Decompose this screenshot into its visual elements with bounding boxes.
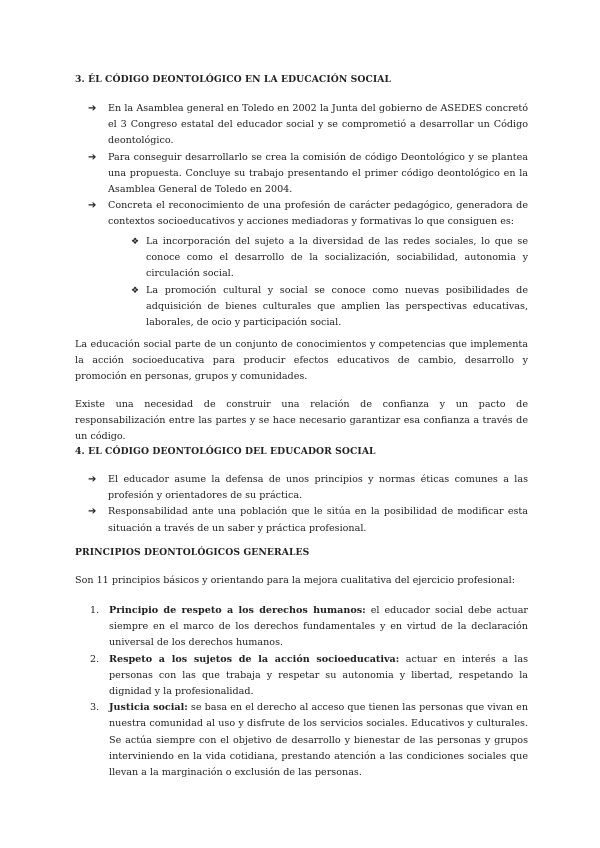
right-arrow-icon: ➔ [88, 200, 97, 212]
right-arrow-icon: ➔ [88, 151, 97, 163]
principles-numbered-list [90, 603, 528, 781]
paragraph: La educación social parte de un conjunto de conocimientos y competencias que implementa la acción socioeducativa para producir efectos educativos de cambio, desarrollo y promoción en personas, grupos y comunidades. [75, 339, 528, 383]
list-item: 2. Respeto a los sujetos de la acción socioeducativa: actuar en interés a las personas con las que trabaja y respetar su autonomia y libertad, respetando la dignidad y la profesionalidad. [90, 653, 529, 698]
list-item: ❖ La promoción cultural y social se conoce como nuevas posibilidades de adquisición de bienes culturales que amplien las perspectivas educativas, laborales, de ocio y participación social. [131, 284, 528, 329]
list-item: ➔ Responsabilidad ante una población que le sitúa en la posibilidad de modificar esta situación a través de un saber y práctica profesional. [88, 506, 528, 534]
list-item: ➔ Para conseguir desarrollarlo se crea la comisión de código Deontológico y se plantea una propuesta. Concluye su trabajo presentando el primer código deontológico en la Asamblea General de Toledo en 2004. [88, 151, 528, 196]
list-item: ❖ La incorporación del sujeto a la diversidad de las redes sociales, lo que se conoce como el desarrollo de la socialización, sociabilidad, autonomia y circulación social. [131, 236, 528, 280]
principles-intro: Son 11 principios básicos y orientando para la mejora cualitativa del ejercicio profesional: [75, 575, 515, 586]
list-item: ➔ El educador asume la defensa de unos principios y normas éticas comunes a las profesión y orientadores de su práctica. [88, 474, 528, 502]
section-4-heading: 4. EL CÓDIGO DEONTOLÓGICO DEL EDUCADOR SOCIAL [75, 446, 376, 457]
section-3-sub-bullet-list [131, 234, 528, 331]
diamond-bullet-icon: ❖ [131, 285, 140, 296]
list-item: 3. Justicia social: se basa en el derecho al acceso que tienen las personas que vivan en nuestra comunidad al uso y disfrute de los servicios sociales. Educativos y culturales. Se actúa siempre con el objetivo de desarrollo y bienestar de las personas y grupos interviniendo en la vida cotidiana, prestando atención a las condiciones sociales que llevan a la marginación o exclusión de las personas. [90, 702, 529, 779]
section-4-bullet-list [88, 472, 528, 537]
right-arrow-icon: ➔ [88, 103, 97, 114]
section-3-heading: 3. ÉL CÓDIGO DEONTOLÓGICO EN LA EDUCACIÓN SOCIAL [75, 74, 392, 85]
list-item: ➔ En la Asamblea general en Toledo en 2002 la Junta del gobierno de ASEDES concretó el 3 Congreso estatal del educador social y se comprometió a desarrollar un Código deontológico. [88, 103, 528, 147]
diamond-bullet-icon: ❖ [131, 237, 140, 247]
right-arrow-icon: ➔ [88, 474, 97, 485]
paragraph: Existe una necesidad de construir una relación de confianza y un pacto de responsabilización entre las partes y se hace necesario garantizar esa confianza a través de un código. [75, 399, 528, 443]
right-arrow-icon: ➔ [88, 506, 97, 518]
section-3-bullet-list [88, 101, 528, 231]
principles-heading: PRINCIPIOS DEONTOLÓGICOS GENERALES [75, 547, 310, 558]
list-item: ➔ Concreta el reconocimiento de una profesión de carácter pedagógico, generadora de contextos socioeducativos y acciones mediadoras y formativas lo que consiguen es: [88, 200, 528, 228]
list-item: 1. Principio de respeto a los derechos humanos: el educador social debe actuar siempre en el marco de los derechos fundamentales y en virtud de la declaración universal de los derechos humanos. [90, 605, 529, 649]
